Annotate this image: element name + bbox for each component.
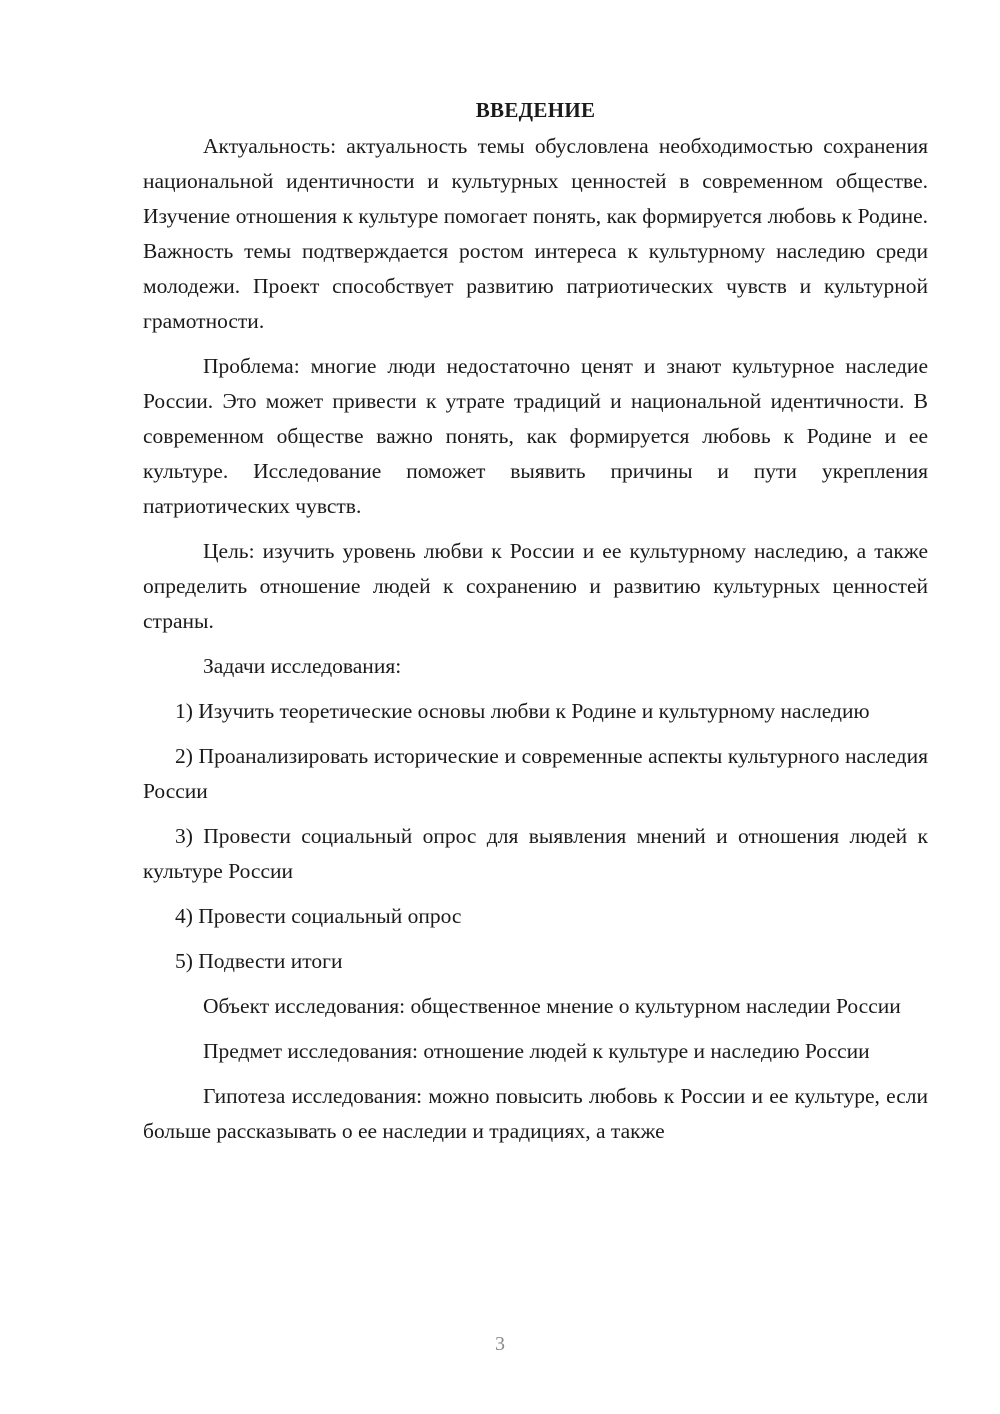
task-item-4: 4) Провести социальный опрос bbox=[175, 904, 462, 928]
problem-paragraph: Проблема: многие люди недостаточно ценят и знают культурное наследие России. Это может привести к утрате традиций и национальной идентичности. В современном обществе важно понять, как формируется любовь к Родине и ее культуре. Исследование поможет выявить причины и пути укрепления патриотических чувств. bbox=[143, 354, 928, 518]
task-item-3: 3) Провести социальный опрос для выявления мнений и отношения людей к культуре России bbox=[143, 824, 928, 883]
relevance-paragraph: Актуальность: актуальность темы обусловлена необходимостью сохранения национальной идентичности и культурных ценностей в современном обществе. Изучение отношения к культуре помогает понять, как формируется любовь к Родине. Важность темы подтверждается ростом интереса к культурному наследию среди молодежи. Проект способствует развитию патриотических чувств и культурной грамотности. bbox=[143, 134, 928, 333]
task-item-2: 2) Проанализировать исторические и современные аспекты культурного наследия России bbox=[143, 744, 928, 803]
research-subject-paragraph: Предмет исследования: отношение людей к культуре и наследию России bbox=[203, 1039, 870, 1063]
research-object-paragraph: Объект исследования: общественное мнение о культурном наследии России bbox=[203, 994, 901, 1018]
task-item-5: 5) Подвести итоги bbox=[175, 949, 343, 973]
document-page bbox=[143, 95, 928, 1159]
task-item-1: 1) Изучить теоретические основы любви к Родине и культурному наследию bbox=[175, 699, 870, 723]
tasks-heading: Задачи исследования: bbox=[203, 654, 402, 678]
page-number: 3 bbox=[495, 1333, 505, 1355]
section-title: ВВЕДЕНИЕ bbox=[475, 98, 596, 122]
goal-paragraph: Цель: изучить уровень любви к России и ее культурному наследию, а также определить отношение людей к сохранению и развитию культурных ценностей страны. bbox=[143, 539, 928, 633]
hypothesis-paragraph: Гипотеза исследования: можно повысить любовь к России и ее культуре, если больше рассказывать о ее наследии и традициях, а также bbox=[143, 1084, 928, 1143]
